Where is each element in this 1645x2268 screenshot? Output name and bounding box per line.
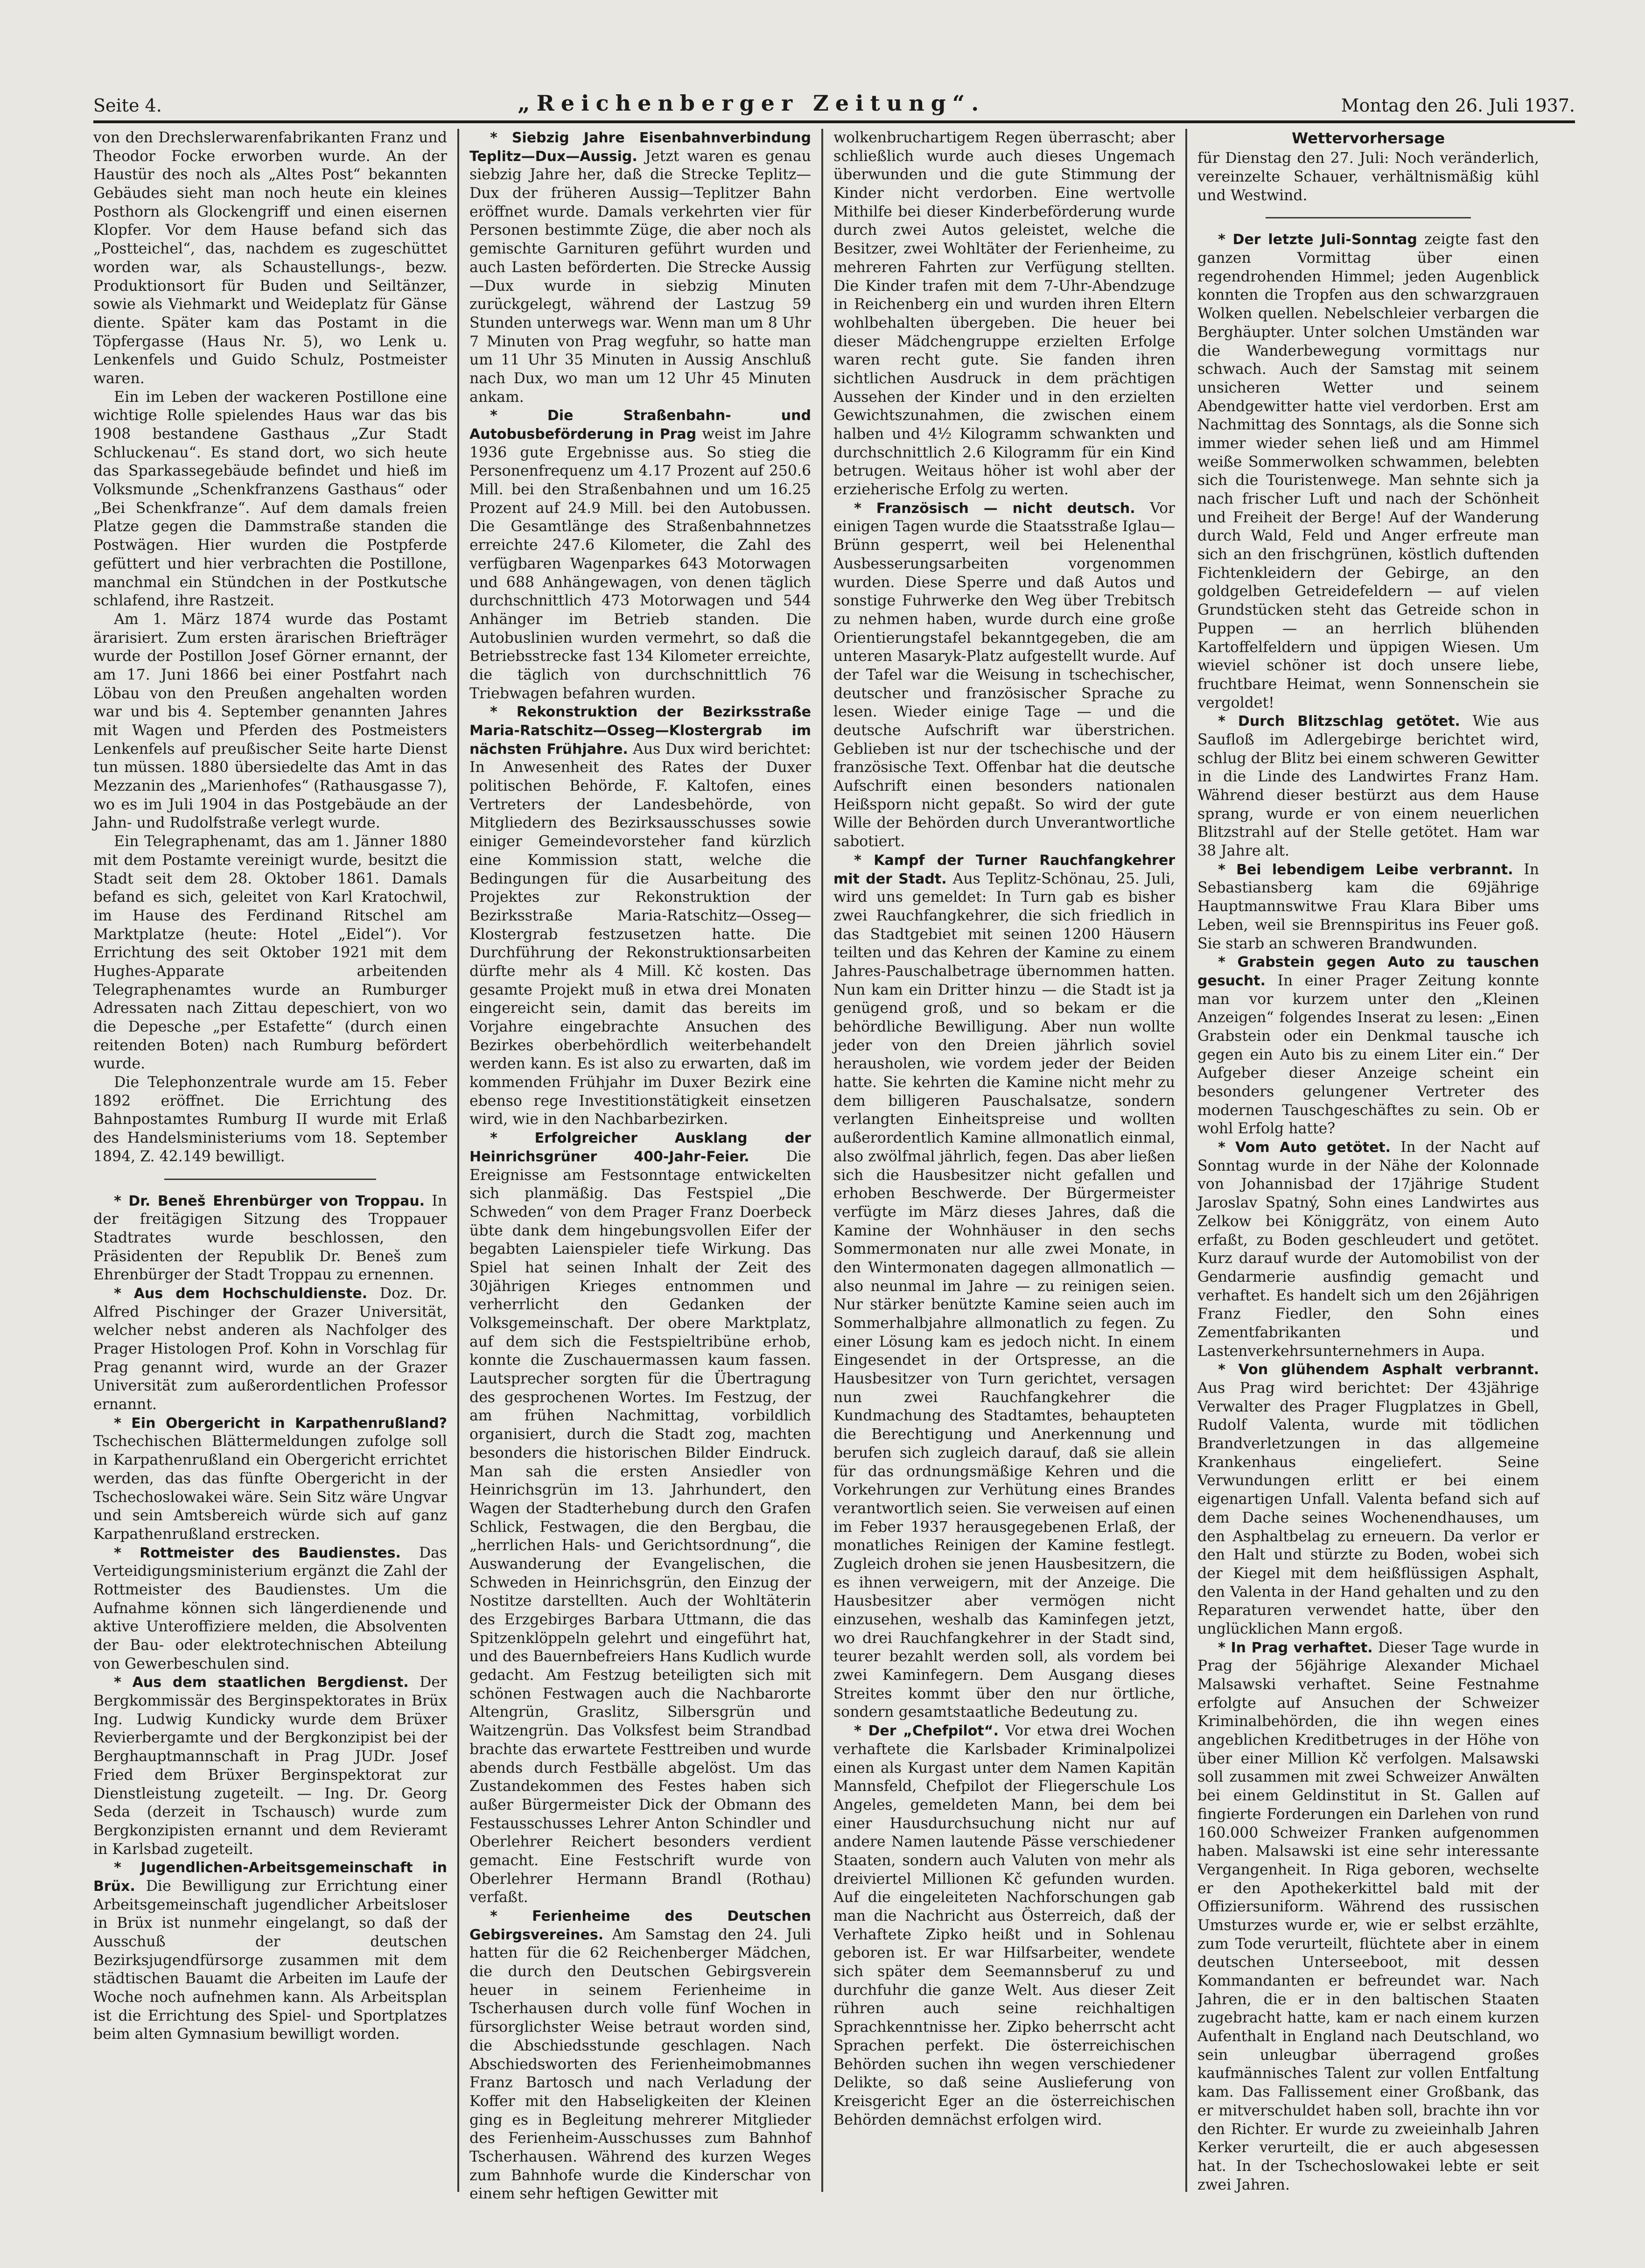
news-body: Aus Teplitz-Schönau, 25. Juli, wird uns gemeldet: In Turn gab es bisher zwei Rauchfangkehrer, die sich friedlich in das Stadtgebiet mit seinen 1200 Häusern teilten und das Kehren der Kamine zu einem Jahres-Pauschalbetrage übernommen hatten. Nun kam ein Dritter hinzu — die Stadt ist ja genügend groß, und so bekam er die behördliche Bewilligung. Aber nun wollte jeder von den Dreien jährlich soviel herausholen, wie vordem jeder der Beiden hatte. Sie kehrten die Kamine nicht mehr zu dem billigeren Pauschalsatze, sondern verlangten Einheitspreise und wollten außerordentlich Kamine allmonatlich einmal, also zwölfmal jährlich, fegen. Das aber ließen sich die Hausbesitzer nicht gefallen und erhoben Beschwerde. Der Bürgermeister verfügte im März dieses Jahres, daß die Kamine der Wohnhäuser in den sechs Sommermonaten nur alle zwei Monate, in den Wintermonaten dagegen allmonatlich — also neunmal im Jahre — zu reinigen seien. Nur stärker benützte Kamine seien auch im Sommerhalbjahre allmonatlich zu fegen. Zu einer Lösung kam es jedoch nicht. In einem Eingesendet in der Ortspresse, an die Hausbesitzer von Turn gerichtet, versagen nun zwei Rauchfangkehrer die Kundmachung des Stadtamtes, behaupteten die Berechtigung und Anerkennung und berufen sich zugleich darauf, daß sie allein für das ordnungsmäßige Kehren und die Vorkehrungen zur Verhütung eines Brandes verantwortlich seien. Sie verweisen auf einen im Feber 1937 herausgegebenen Erlaß, der monatliches Reinigen der Kamine festlegt. Zugleich drohen sie jenen Hausbesitzern, die es ihnen verweigern, mit der Anzeige. Die Hausbesitzer aber vermögen nicht einzusehen, weshalb das Kaminfegen jetzt, wo drei Rauchfangkehrer in der Stadt sind, teurer bezahlt werden soll, als vordem bei zwei Kaminfegern. Dem Ausgang dieses Streites kommt über den nur örtliche, sondern gesamtstaatliche Bedeutung zu. bbox=[833, 870, 1176, 1721]
news-body: Die Ereignisse am Festsonntage entwickelten sich planmäßig. Das Festspiel „Die Schweden“ von dem Prager Franz Doerbeck übte dank dem hingebungsvollen Eifer der begabten Laienspieler tiefe Wirkung. Das Spiel hat seinen Inhalt der Zeit des 30jährigen Krieges entnommen und verherrlicht den Gedanken der Volksgemeinschaft. Der obere Marktplatz, auf dem sich die Festspieltribüne erhob, konnte die Zuschauermassen kaum fassen. Lautsprecher sorgten für die Übertragung des gesprochenen Wortes. Im Festzug, der am frühen Nachmittag, vorbildlich organisiert, durch die Stadt zog, machten besonders die historischen Bilder Eindruck. Man sah die ersten Ansiedler von Heinrichsgrün im 13. Jahrhundert, den Wagen der Stadterhebung durch den Grafen Schlick, Festwagen, die den Bergbau, die „herrlichen Hals- und Gerichtsordnung“, die Auswanderung der Evangelischen, die Schweden in Heinrichsgrün, den Einzug der Nostitze darstellten. Auch der Wohltäterin des Erzgebirges Barbara Uttmann, die das Spitzenklöppeln gelehrt und eingeführt hat, und des Bauernbefreiers Hans Kudlich wurde gedacht. Am Festzug beteiligten sich mit schönen Festwagen auch die Nachbarorte Altengrün, Graslitz, Silbersgrün und Waitzengrün. Das Volksfest beim Strandbad brachte das erwartete Festtreiben und wurde abends durch Festbälle abgelöst. Um das Zustandekommen des Festes haben sich außer Bürgermeister Dick der Obmann des Festausschusses Lehrer Anton Schindler und Oberlehrer Reichert besonders verdient gemacht. Eine Festschrift wurde von Oberlehrer Hermann Brandl (Rothau) verfaßt. bbox=[469, 1148, 811, 1906]
news-body: Am Samstag den 24. Juli hatten für die 62 Reichenberger Mädchen, die durch den Deutschen Gebirgsverein heuer in seinem Ferienheime in Tscherhausen durch volle fünf Wochen in fürsorglichster Weise betraut worden sind, die Abschiedsstunde geschlagen. Nach Abschiedsworten des Ferienheimobmannes Franz Bartosch und nach Verladung der Koffer mit den Habseligkeiten der Kleinen ging es in Begleitung mehrerer Mitglieder des Ferienheim-Ausschusses zum Bahnhof Tscherhausen. Während des kurzen Weges zum Bahnhofe wurde die Kinderschar von einem sehr heftigen Gewitter mit bbox=[469, 1926, 812, 2203]
news-headline: * Ein Obergericht in Karpathenrußland? bbox=[114, 1415, 447, 1432]
news-item bbox=[469, 703, 811, 1129]
news-item bbox=[1197, 712, 1539, 861]
news-item bbox=[93, 1192, 447, 1285]
newspaper-title: „Reichenberger Zeitung“. bbox=[518, 91, 986, 116]
news-body: Jetzt waren es genau siebzig Jahre her, daß die Strecke Teplitz—Dux der früheren Aussig—Teplitzer Bahn eröffnet wurde. Damals verkehrten vier für Personen bestimmte Züge, die aber noch als gemischte Garnituren geführt wurden und auch Lasten beförderten. Die Strecke Aussig—Dux wurde in siebzig Minuten zurückgelegt, während der Lastzug 59 Stunden unterwegs war. Wenn man um 8 Uhr 7 Minuten von Prag wegfuhr, so hatte man um 11 Uhr 35 Minuten in Aussig Anschluß nach Dux, wo man um 12 Uhr 45 Minuten ankam. bbox=[469, 147, 812, 406]
news-item bbox=[1197, 1361, 1539, 1638]
news-item bbox=[93, 1285, 447, 1414]
news-item bbox=[469, 1907, 811, 2204]
news-headline: * Aus dem staatlichen Bergdienst. bbox=[114, 1674, 409, 1691]
news-body: Vor etwa drei Wochen verhaftete die Karlsbader Kriminalpolizei einen als Kurgast unter dem Namen Kapitän Mannsfeld, Chefpilot der Fliegerschule Los Angeles, gemeldeten Mann, bei dem bei einer Hausdurchsuchung nicht nur auf andere Namen lautende Pässe verschiedener Staaten, sondern auch Valuten von mehr als dreiviertel Millionen Kč gefunden wurden. Auf die eingeleiteten Nachforschungen gab man die Nachricht aus Österreich, daß der Verhaftete Zipko heißt und in Sohlenau geboren ist. Er war Hilfsarbeiter, wendete sich später dem Seemannsberuf zu und durchfuhr die ganze Welt. Aus dieser Zeit rühren auch seine reichhaltigen Sprachkenntnisse her. Zipko beherrscht acht Sprachen perfekt. Die österreichischen Behörden suchen ihn wegen verschiedener Delikte, so daß seine Auslieferung von Kreisgericht Eger an die österreichischen Behörden demnächst erfolgen wird. bbox=[833, 1722, 1175, 2128]
news-headline: * Kampf der Turner Rauchfangkehrer mit der Stadt. bbox=[833, 852, 1175, 887]
article-text: Die Telephonzentrale wurde am 15. Feber 1892 eröffnet. Die Errichtung des Bahnpostamtes Rumburg II wurde mit Erlaß des Handelsministeriums vom 18. September 1894, Z. 42.149 bewilligt. bbox=[93, 1074, 447, 1165]
news-headline: * Rottmeister des Baudienstes. bbox=[114, 1545, 401, 1561]
news-item bbox=[833, 499, 1175, 851]
news-headline: * Rekonstruktion der Bezirksstraße Maria-Ratschitz—Osseg—Klostergrab im nächsten Frühjahre. bbox=[469, 704, 811, 758]
news-headline: * Die Straßenbahn- und Autobusbeförderung in Prag bbox=[469, 407, 811, 442]
news-body: In einer Prager Zeitung konnte man vor kurzem unter den „Kleinen Anzeigen“ folgendes Inserat zu lesen: „Einen Grabstein oder ein Denkmal tausche ich gegen ein Auto bis zu einem Liter ein.“ Der Aufgeber dieser Anzeige scheint ein besonders gelungener Vertreter des modernen Tauschgeschäftes zu sein. Ob er wohl Erfolg hatte? bbox=[1197, 972, 1540, 1138]
news-headline: * Durch Blitzschlag getötet. bbox=[1218, 713, 1460, 730]
news-body: Das Verteidigungsministerium ergänzt die Zahl der Rottmeister des Baudienstes. Um die Aufnahme können sich längerdienende und aktive Unteroffiziere melden, die Absolventen der Bau- oder elektrotechnischen Abteilung von Gewerbeschulen sind. bbox=[93, 1544, 448, 1672]
news-headline: * Vom Auto getötet. bbox=[1218, 1139, 1391, 1156]
article-text: Ein Telegraphenamt, das am 1. Jänner 1880 mit dem Postamte vereinigt wurde, besitzt die Stadt seit dem 28. Oktober 1861. Damals befand es sich, geleitet von Karl Kratochwil, im Hause des Ferdinand Ritschel am Marktplatze (heute: Hotel „Eidel“). Vor Errichtung des seit Oktober 1921 mit dem Hughes-Apparate arbeitenden Telegraphenamtes wurde an Rumburger Adressaten nach Zittau depeschiert, von wo die Depesche „per Estafette“ (durch einen reitenden Boten) nach Rumburg befördert wurde. bbox=[93, 833, 447, 1073]
news-item bbox=[469, 129, 811, 407]
news-body: In der Nacht auf Sonntag wurde in der Nähe der Kolonnade von Johannisbad der 17jährige Student Jaroslav Spatný, Sohn eines Landwirtes aus Zelkow bei Königgrätz, von einem Auto erfaßt, zu Boden geschleudert und getötet. Kurz darauf wurde der Automobilist von der Gendarmerie ausfindig gemacht und verhaftet. Es handelt sich um den 26jährigen Franz Fiedler, den Sohn eines Zementfabrikanten und Lastenverkehrsunternehmers in Aupa. bbox=[1197, 1139, 1539, 1360]
news-body: Die Bewilligung zur Errichtung einer Arbeitsgemeinschaft jugendlicher Arbeitsloser in Brüx ist nunmehr eingelangt, so daß der Ausschuß der deutschen Bezirksjugendfürsorge zusammen mit dem städtischen Bauamt die Arbeiten im Laufe der Woche noch aufnehmen kann. Als Arbeitsplan ist die Errichtung des Spiel- und Sportplatzes beim alten Gymnasium bewilligt worden. bbox=[93, 1877, 447, 2043]
article-text: wolkenbruchartigem Regen überrascht; aber schließlich wurde auch dieses Ungemach überwunden und die gute Stimmung der Kinder nicht verdorben. Eine wertvolle Mithilfe bei dieser Kinderbeförderung wurde durch zwei Autos geleistet, welche die Besitzer, zwei Wohltäter der Ferienheime, zu mehreren Fahrten zur Verfügung stellten. Die Kinder trafen mit dem 7-Uhr-Abendzuge in Reichenberg ein und wurden ihren Eltern wohlbehalten übergeben. Die heuer bei dieser Mädchengruppe erzielten Erfolge waren recht gute. Sie fanden ihren sichtlichen Ausdruck in dem prächtigen Aussehen der Kinder und in den erzielten Gewichtszunahmen, die zwischen einem halben und 4½ Kilogramm schwankten und durchschnittlich 2.6 Kilogramm für ein Kind betrugen. Weitaus höher ist wohl aber der erzieherische Erfolg zu werten. bbox=[833, 129, 1175, 499]
news-item bbox=[469, 407, 811, 703]
news-headline: * Der „Chefpilot“. bbox=[854, 1723, 999, 1740]
news-item bbox=[1197, 1138, 1539, 1361]
news-body: In Sebastiansberg kam die 69jährige Hauptmannswitwe Frau Klara Biber ums Leben, weil sie Brennspiritus ins Feuer goß. Sie starb an schweren Brandwunden. bbox=[1197, 861, 1540, 952]
column-3 bbox=[821, 129, 1185, 2192]
news-body: zeigte fast den ganzen Vormittag über einen regendrohenden Himmel; jeden Augenblick konnten die Tropfen aus den schwarzgrauen Wolken quellen. Nebelschleier verbargen die Berghäupter. Unter solchen Umständen war die Wanderbewegung vormittags nur schwach. Auch der Samstag mit seinem unsicheren Wetter und seinem Abendgewitter hatte viel verdorben. Erst am Nachmittag des Sonntags, als die Sonne sich immer wieder sehen ließ und am Himmel weiße Sommerwolken schwammen, belebten sich die Touristenwege. Man sehnte sich ja nach frischer Luft und nach der Schönheit und Freiheit der Berge! Auf der Wanderung durch Wald, Feld und Anger erfreute man sich an den frischgrünen, köstlich duftenden Fichtenkleidern der Gebirge, an den goldgelben Getreidefeldern — auf vielen Grundstücken steht das Getreide schon in Puppen — an herrlich blühenden Kartoffelfeldern und üppigen Wiesen. Um wieviel schöner ist doch unsere liebe, fruchtbare Heimat, wenn Sonnenschein sie vergoldet! bbox=[1197, 231, 1539, 711]
divider bbox=[1266, 217, 1470, 218]
news-body: Vor einigen Tagen wurde die Staatsstraße Iglau—Brünn gesperrt, weil bei Helenenthal Ausbesserungsarbeiten vorgenommen wurden. Diese Sperre und daß Autos und sonstige Fuhrwerke den Weg über Trebitsch zu nehmen haben, wurde durch eine große Orientierungstafel bekanntgegeben, die am unteren Masaryk-Platz aufgestellt wurde. Auf der Tafel war die Weisung in tschechischer, deutscher und französischer Sprache zu lesen. Wieder einige Tage — und die deutsche Aufschrift war überstrichen. Geblieben ist nur der tschechische und der französische Text. Offenbar hat die deutsche Aufschrift einen besonders nationalen Heißsporn nicht gepaßt. So wird der gute Wille der Behörden durch Unverantwortliche sabotiert. bbox=[833, 499, 1175, 850]
news-headline: * Erfolgreicher Ausklang der Heinrichsgrüner 400-Jahr-Feier. bbox=[469, 1130, 811, 1165]
news-headline: * Dr. Beneš Ehrenbürger von Troppau. bbox=[114, 1193, 425, 1209]
news-body: Tschechischen Blättermeldungen zufolge soll in Karpathenrußland ein Obergericht errichtet werden, das das fünfte Obergericht in der Tschechoslowakei wäre. Sein Sitz wäre Ungvar und sein Amtsbereich würde sich auf ganz Karpathenrußland erstrecken. bbox=[93, 1433, 447, 1543]
news-item bbox=[1197, 1639, 1539, 2195]
news-headline: * Siebzig Jahre Eisenbahnverbindung Teplitz—Dux—Aussig. bbox=[469, 130, 811, 165]
news-item bbox=[93, 1673, 447, 1859]
news-headline: * Bei lebendigem Leibe verbrannt. bbox=[1218, 861, 1513, 878]
weather-forecast-text: für Dienstag den 27. Juli: Noch veränderlich, vereinzelte Schauer, verhältnismäßig kühl und Westwind. bbox=[1197, 150, 1539, 204]
news-body: Der Bergkommissär des Berginspektorates in Brüx Ing. Ludwig Kundicky wurde dem Brüxer Revierbergamte und der Bergkonzipist bei der Berghauptmannschaft in Prag JUDr. Josef Fried dem Brüxer Berginspektorat zur Dienstleistung zugeteilt. — Ing. Dr. Georg Seda (derzeit in Tschausch) wurde zum Bergkonzipisten ernannt und dem Revieramt in Karlsbad zugeteilt. bbox=[93, 1674, 447, 1858]
article-text: von den Drechslerwarenfabrikanten Franz und Theodor Focke erworben wurde. An der Haustür des noch als „Altes Post“ bekannten Gebäudes sieht man noch heute ein kleines Posthorn als Glockengriff und einen eisernen Klopfer. Vor dem Hause befand sich das „Postteichel“, das, nachdem es zugeschüttet worden war, als Schaustellungs-, bezw. Produktionsort für Buden und Seiltänzer, sowie als Viehmarkt und Weideplatz für Gänse diente. Später kam das Postamt in die Töpfergasse (Haus Nr. 5), wo Lenk u. Lenkenfels und Guido Schulz, Postmeister waren. bbox=[93, 129, 447, 387]
page-header bbox=[93, 79, 1575, 123]
page-number: Seite 4. bbox=[93, 95, 162, 116]
news-item bbox=[1197, 231, 1539, 712]
column-1 bbox=[93, 129, 457, 2192]
divider bbox=[164, 1179, 377, 1180]
news-item bbox=[93, 1859, 447, 2044]
news-item bbox=[833, 851, 1175, 1722]
weather-forecast-title: Wettervorhersage bbox=[1291, 129, 1445, 147]
article-text: Am 1. März 1874 wurde das Postamt ärarisiert. Zum ersten ärarischen Briefträger wurde der Postillon Josef Görner ernannt, der am 17. Juni 1866 bei einer Postfahrt nach Löbau von den Preußen angehalten worden war und bis 4. September genannten Jahres mit Wagen und Pferden des Postmeisters Lenkenfels auf preußischer Seite harte Dienst tun müssen. 1880 übersiedelte das Amt in das Mezzanin des „Marienhofes“ (Rathausgasse 7), wo es im Juli 1904 in das Postgebäude an der Jahn- und Rudolfstraße verlegt wurde. bbox=[93, 611, 447, 832]
news-headline: * Der letzte Juli-Sonntag bbox=[1218, 232, 1417, 248]
news-headline: * Von glühendem Asphalt verbrannt. bbox=[1218, 1362, 1539, 1378]
news-item bbox=[93, 1544, 447, 1674]
news-body: Doz. Dr. Alfred Pischinger der Grazer Universität, welcher nebst anderen als Nachfolger des Prager Histologen Prof. Kohn in Vorschlag für Prag genannt wird, wurde an der Grazer Universität zum außerordentlichen Professor ernannt. bbox=[93, 1285, 447, 1413]
news-headline: * Jugendlichen-Arbeitsgemeinschaft in Brüx. bbox=[93, 1860, 447, 1895]
news-body: Aus Prag wird berichtet: Der 43jährige Verwalter des Prager Flugplatzes in Gbell, Rudolf Valenta, wurde mit tödlichen Brandverletzungen in das allgemeine Krankenhaus eingeliefert. Seine Verwundungen erlitt er bei einem eigenartigen Unfall. Valenta befand sich auf dem Dache seines Wochenendhauses, um den Asphaltbelag zu erneuern. Da verlor er den Halt und stürzte zu Boden, wobei sich der Kiegel mit dem heißflüssigen Asphalt, den Valenta in der Hand gehalten und zu den Reparaturen verwendet hatte, über den unglücklichen Mann ergoß. bbox=[1197, 1380, 1539, 1637]
news-headline: * Grabstein gegen Auto zu tauschen gesucht. bbox=[1197, 954, 1539, 989]
article-text: Ein im Leben der wackeren Postillone eine wichtige Rolle spielendes Haus war das bis 1908 bestandene Gasthaus „Zur Stadt Schluckenau“. Es stand dort, wo sich heute das Sparkassegebäude befindet und hieß im Volksmunde „Schenkfranzens Gasthaus“ oder „Bei Schenkfranze“. Auf dem damals freien Platze gegen die Dammstraße standen die Postwägen. Hier wurden die Postpferde gefüttert und hier verbrachten die Postillone, manchmal ein Stündchen in der Postkutsche schlafend, ihre Rastzeit. bbox=[93, 388, 447, 610]
news-headline: * Aus dem Hochschuldienste. bbox=[114, 1285, 368, 1302]
column-4 bbox=[1185, 129, 1549, 2192]
column-2 bbox=[457, 129, 821, 2203]
news-body: Aus Dux wird berichtet: In Anwesenheit des Rates der Duxer politischen Behörde, F. Kaltofen, eines Vertreters der Landesbehörde, von Mitgliedern des Bezirksausschusses sowie einiger Gemeindevorsteher fand kürzlich eine Kommission statt, welche die Bedingungen für die Ausarbeitung des Projektes zur Rekonstruktion der Bezirksstraße Maria-Ratschitz—Osseg—Klostergrab festzusetzen hatte. Die Durchführung der Rekonstruktionsarbeiten dürfte mehr als 4 Mill. Kč kosten. Das gesamte Projekt muß in etwa drei Monaten eingereicht sein, damit das bereits im Vorjahre eingebrachte Ansuchen des Bezirkes oberbehördlich weiterbehandelt werden kann. Es ist also zu erwarten, daß im kommenden Frühjahr im Duxer Bezirk eine ebenso rege Investitionstätigkeit einsetzen wird, wie in den Nachbarbezirken. bbox=[469, 740, 811, 1128]
news-body: Dieser Tage wurde in Prag der 56jährige Alexander Michael Malsawski verhaftet. Seine Festnahme erfolgte auf Ansuchen der Schweizer Kriminalbehörden, die ihn wegen eines angeblichen Kreditbetruges in der Höhe von über einer Million Kč verfolgen. Malsawski soll zusammen mit zwei Schweizer Anwälten bei einem Geldinstitut in St. Gallen auf fingierte Forderungen ein Darlehen von rund 160.000 Schweizer Franken aufgenommen haben. Malsawski ist eine sehr interessante Vergangenheit. In Riga geboren, wechselte er den Apothekerkittel bald mit der Offiziersuniform. Während des russischen Umsturzes wurde er, wie er selbst erzählte, zum Tode verurteilt, flüchtete aber in einem deutschen Unterseeboot, mit dessen Kommandanten er befreundet war. Nach Jahren, die er in den baltischen Staaten zugebracht hatte, kam er nach einem kurzen Aufenthalt in England nach Deutschland, wo sein unleugbar überragend großes kaufmännisches Talent zur vollen Entfaltung kam. Das Fallissement einer Großbank, das er mitverschuldet haben soll, brachte ihn vor den Richter. Er wurde zu zweieinhalb Jahren Kerker verurteilt, die er auch abgesessen hat. In der Tschechoslowakei lebte er seit zwei Jahren. bbox=[1197, 1639, 1539, 2193]
news-item bbox=[1197, 861, 1539, 953]
news-headline: * Ferienheime des Deutschen Gebirgsvereines. bbox=[469, 1908, 811, 1943]
news-body: In der freitägigen Sitzung des Troppauer Stadtrates wurde beschlossen, den Präsidenten der Republik Dr. Beneš zum Ehrenbürger der Stadt Troppau zu ernennen. bbox=[93, 1192, 447, 1284]
article-columns bbox=[93, 129, 1575, 2203]
issue-date: Montag den 26. Juli 1937. bbox=[1341, 95, 1575, 116]
news-headline: * In Prag verhaftet. bbox=[1218, 1639, 1373, 1656]
news-item bbox=[469, 1129, 811, 1907]
news-item bbox=[1197, 953, 1539, 1138]
news-item bbox=[833, 1722, 1175, 2129]
news-item bbox=[93, 1414, 447, 1544]
news-body: weist im Jahre 1936 gute Ergebnisse aus. So stieg die Personenfrequenz um 4.17 Prozent auf 250.6 Mill. bei den Straßenbahnen und um 16.25 Prozent auf 24.9 Mill. bei den Autobussen. Die Gesamtlänge des Straßenbahnnetzes erreichte 247.6 Kilometer, die Zahl des verfügbaren Wagenparkes 643 Motorwagen und 688 Anhängewagen, von denen täglich durchschnittlich 473 Motorwagen und 544 Anhänger im Betrieb standen. Die Autobuslinien wurden vermehrt, so daß die Betriebsstrecke fast 134 Kilometer erreichte, die täglich von durchschnittlich 76 Triebwagen befahren wurden. bbox=[469, 426, 811, 702]
news-headline: * Französisch — nicht deutsch. bbox=[854, 500, 1135, 517]
news-body: Wie aus Saufloß im Adlergebirge berichtet wird, schlug der Blitz bei einem schweren Gewitter in die Linde des Landwirtes Franz Ham. Während dieser bestürzt aus dem Hause sprang, wurde er von einem neuerlichen Blitzstrahl auf der Stelle getötet. Ham war 38 Jahre alt. bbox=[1197, 713, 1539, 860]
